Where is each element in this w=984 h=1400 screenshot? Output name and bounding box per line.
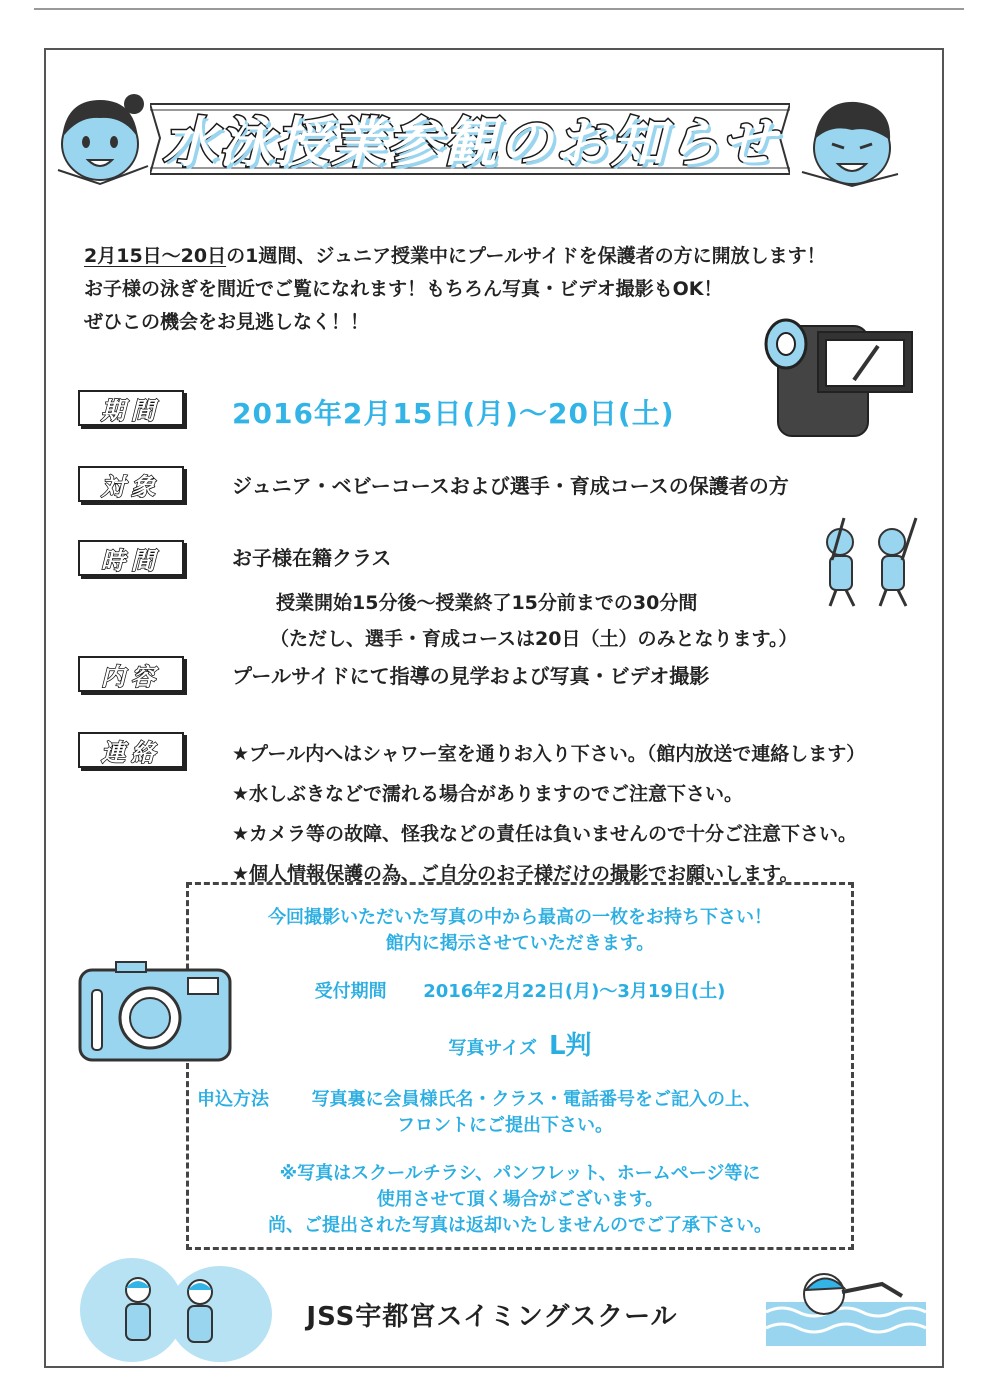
top-rule xyxy=(34,8,964,10)
camera-icon xyxy=(76,960,234,1064)
time-detail-2: （ただし、選手・育成コースは20日（土）のみとなります。） xyxy=(270,628,798,650)
intro-line-3: ぜひこの機会をお見逃しなく！！ xyxy=(84,311,370,333)
content-value: プールサイドにて指導の見学および写真・ビデオ撮影 xyxy=(232,664,710,688)
title-banner xyxy=(150,96,790,180)
intro-line-2: お子様の泳ぎを間近でご覧になれます！もちろん写真・ビデオ撮影もOK！ xyxy=(84,278,723,300)
size-value: L判 xyxy=(548,1031,592,1061)
contact-notes xyxy=(232,734,865,894)
contact-note: ★カメラ等の故障、怪我などの責任は負いませんので十分ご注意下さい。 xyxy=(232,823,858,845)
contact-note: ★個人情報保護の為、ご自分のお子様だけの撮影でお願いします。 xyxy=(232,863,799,885)
contest-notice-2: 使用させて頂く場合がございます。 xyxy=(376,1189,664,1210)
intro-date-range: 2月15日〜20日 xyxy=(84,245,227,267)
label-contact: 連絡 xyxy=(78,732,184,768)
apply-line-1: 写真裏に会員様氏名・クラス・電話番号をご記入の上、 xyxy=(311,1089,762,1110)
stretching-kids-icon xyxy=(810,512,930,608)
contact-note: ★水しぶきなどで濡れる場合がありますのでご注意下さい。 xyxy=(232,783,744,805)
contest-line-1: 今回撮影いただいた写真の中から最高の一枚をお持ち下さい！ xyxy=(268,907,772,928)
photo-contest-box xyxy=(186,882,854,1250)
intro-line-1 xyxy=(84,240,944,273)
label-period: 期間 xyxy=(78,390,184,426)
time-detail-1: 授業開始15分後〜授業終了15分前までの30分間 xyxy=(276,592,698,614)
intro-line-1-rest: の1週間、ジュニア授業中にプールサイドを保護者の方に開放します！ xyxy=(226,245,826,267)
contest-apply xyxy=(197,1085,859,1111)
label-content: 内容 xyxy=(78,656,184,692)
page-title: 水泳授業参観のお知らせ xyxy=(162,110,778,174)
contact-note: ★プール内へはシャワー室を通りお入り下さい。（館内放送で連絡します） xyxy=(232,743,866,765)
target-value: ジュニア・ベビーコースおよび選手・育成コースの保護者の方 xyxy=(232,474,789,498)
reception-label: 受付期間 xyxy=(314,981,387,1002)
contest-line-2: 館内に掲示させていただきます。 xyxy=(385,933,655,954)
reception-value: 2016年2月22日(月)〜3月19日(土) xyxy=(423,981,726,1002)
school-name: JSS宇都宮スイミングスクール xyxy=(306,1302,678,1332)
video-camera-icon xyxy=(758,296,928,446)
contest-notice-1: ※写真はスクールチラシ、パンフレット、ホームページ等に xyxy=(279,1163,761,1184)
label-target: 対象 xyxy=(78,466,184,502)
label-time: 時間 xyxy=(78,540,184,576)
time-value: お子様在籍クラス xyxy=(232,546,392,570)
period-value: 2016年2月15日(月)〜20日(土) xyxy=(232,397,675,430)
contest-reception xyxy=(189,977,851,1003)
apply-line-2: フロントにご提出下さい。 xyxy=(397,1115,613,1136)
contest-size xyxy=(189,1025,851,1062)
apply-label: 申込方法 xyxy=(197,1089,269,1110)
girl-face-icon xyxy=(48,86,152,186)
contest-notice-3: 尚、ご提出された写真は返却いたしませんのでご了承下さい。 xyxy=(268,1215,772,1236)
boy-face-icon xyxy=(800,90,904,190)
size-label: 写真サイズ xyxy=(448,1038,537,1059)
